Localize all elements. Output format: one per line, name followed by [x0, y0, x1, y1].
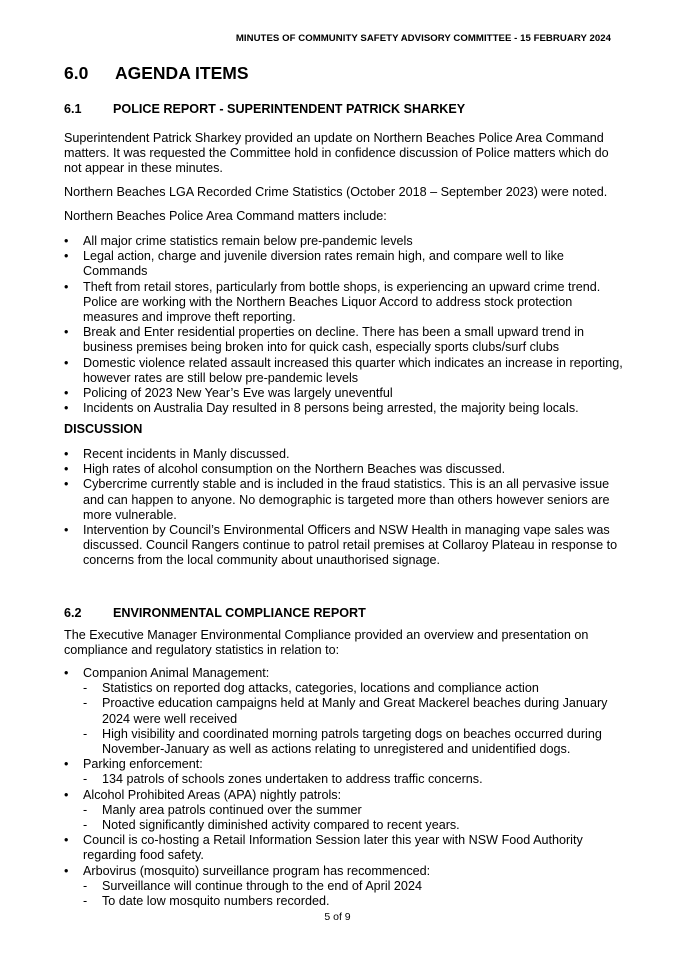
bullet-icon: •: [64, 523, 69, 538]
item-number: 6.2: [64, 606, 82, 620]
list-item: • Incidents on Australia Day resulted in 8 persons being arrested, the majority being locals.: [64, 401, 579, 416]
bullet-icon: •: [64, 325, 69, 340]
bullet-icon: •: [64, 863, 69, 878]
item-title: POLICE REPORT - SUPERINTENDENT PATRICK SHARKEY: [113, 102, 466, 116]
bullet-icon: •: [64, 462, 69, 477]
list-item: • Recent incidents in Manly discussed.: [64, 447, 290, 461]
dash-icon: -: [83, 802, 88, 817]
bullet-icon: •: [64, 447, 69, 461]
bullet-icon: •: [64, 386, 69, 401]
bullet-icon: •: [64, 787, 69, 802]
dash-icon: -: [83, 696, 88, 711]
bullet-icon: •: [64, 249, 69, 264]
running-header: MINUTES OF COMMUNITY SAFETY ADVISORY COMMITTEE - 15 FEBRUARY 2024: [235, 33, 611, 44]
list-item: • Arbovirus (mosquito) surveillance program has recommenced: - Surveillance will continue through to the end of April 2024 - To date low mosquito numbers recorded.: [64, 864, 624, 910]
dash-icon: -: [83, 878, 88, 893]
item-number: 6.1: [64, 102, 82, 116]
list-item: • All major crime statistics remain below pre-pandemic levels: [64, 234, 413, 248]
bullet-icon: •: [64, 666, 69, 680]
sub-list-item: - To date low mosquito numbers recorded.: [83, 894, 330, 909]
paragraph: Northern Beaches LGA Recorded Crime Statistics (October 2018 – September 2023) were noted.: [64, 185, 608, 199]
sub-list: [83, 772, 624, 787]
list-item: • Council is co-hosting a Retail Information Session later this year with NSW Food Authority regarding food safety.: [64, 833, 583, 863]
compliance-list: [64, 666, 624, 909]
bullet-icon: •: [64, 279, 69, 294]
paragraph: Superintendent Patrick Sharkey provided an update on Northern Beaches Police Area Command matters. It was requested the Committee hold in confidence discussion of Police matters which do not appear in these minutes.: [64, 131, 609, 176]
bullet-icon: •: [64, 833, 69, 848]
list-item: • Break and Enter residential properties on decline. There has been a small upward trend in business premises being broken into for quick cash, especially sports clubs/surf clubs: [64, 325, 585, 355]
police-matters-list: [64, 234, 624, 416]
dash-icon: -: [83, 772, 88, 787]
discussion-heading: DISCUSSION: [64, 422, 143, 436]
dash-icon: -: [83, 894, 88, 909]
item-6-1-heading: [64, 102, 465, 116]
bullet-icon: •: [64, 234, 69, 248]
list-item: • Intervention by Council’s Environmental Officers and NSW Health in managing vape sales was discussed. Council Rangers continue to patrol retail premises at Collaroy Plateau in response to concerns from the local community about unauthorised signage.: [64, 523, 618, 568]
paragraph: The Executive Manager Environmental Compliance provided an overview and presentation on compliance and regulatory statistics in relation to:: [64, 628, 589, 658]
sub-list: [83, 681, 624, 757]
bullet-icon: •: [64, 477, 69, 492]
bullet-icon: •: [64, 355, 69, 370]
sub-list-item: - Noted significantly diminished activity compared to recent years.: [83, 818, 460, 833]
bullet-icon: •: [64, 401, 69, 416]
sub-list-item: - High visibility and coordinated morning patrols targeting dogs on beaches occurred during November-January as well as actions relating to unregistered and unidentified dogs.: [83, 726, 602, 757]
sub-list: [83, 879, 624, 909]
list-item: • High rates of alcohol consumption on the Northern Beaches was discussed.: [64, 462, 506, 477]
paragraph: Northern Beaches Police Area Command matters include:: [64, 209, 387, 223]
list-item: • Theft from retail stores, particularly from bottle shops, is experiencing an upward crime trend. Police are working with the Northern Beaches Liquor Accord to address stock protection measures and improve theft reporting.: [64, 279, 601, 325]
list-item: • Policing of 2023 New Year’s Eve was largely uneventful: [64, 386, 393, 401]
page-number: 5 of 9: [324, 911, 351, 923]
dash-icon: -: [83, 726, 88, 741]
sub-list-item: - Manly area patrols continued over the summer: [83, 802, 362, 817]
sub-list-item: - 134 patrols of schools zones undertaken to address traffic concerns.: [83, 772, 483, 787]
item-6-2-heading: [64, 606, 366, 620]
sub-list-item: - Proactive education campaigns held at Manly and Great Mackerel beaches during January 2024 were well received: [83, 696, 608, 726]
list-item: • Cybercrime currently stable and is included in the fraud statistics. This is an all pervasive issue and can happen to anyone. No demographic is targeted more than others however seniors are more vulnerable.: [64, 477, 610, 522]
bullet-icon: •: [64, 757, 69, 772]
list-item: • Domestic violence related assault increased this quarter which indicates an increase in reporting, however rates are still below pre-pandemic levels: [64, 355, 623, 385]
dash-icon: -: [83, 818, 88, 833]
list-item: • Companion Animal Management: - Statistics on reported dog attacks, categories, locations and compliance action - Proactive education campaigns held at Manly and Great Mackerel beaches during January 2024 were well received - High visibility and coordinated morning patrols targeting dogs on beaches occurred during November-January as well as actions relating to unregistered and unidentified dogs.: [64, 666, 624, 757]
list-item: • Legal action, charge and juvenile diversion rates remain high, and compare well to like Commands: [64, 249, 564, 279]
section-heading: [64, 63, 249, 84]
list-item: • Parking enforcement: - 134 patrols of schools zones undertaken to address traffic concerns.: [64, 757, 624, 787]
item-title: ENVIRONMENTAL COMPLIANCE REPORT: [113, 606, 366, 620]
sub-list-item: - Surveillance will continue through to the end of April 2024: [83, 878, 422, 893]
section-title: AGENDA ITEMS: [115, 63, 249, 83]
discussion-list: [64, 447, 624, 569]
sub-list-item: - Statistics on reported dog attacks, categories, locations and compliance action: [83, 681, 539, 696]
dash-icon: -: [83, 681, 88, 696]
list-item: • Alcohol Prohibited Areas (APA) nightly patrols: - Manly area patrols continued over the summer - Noted significantly diminished activity compared to recent years.: [64, 788, 624, 834]
section-number: 6.0: [64, 63, 89, 83]
sub-list: [83, 803, 624, 833]
